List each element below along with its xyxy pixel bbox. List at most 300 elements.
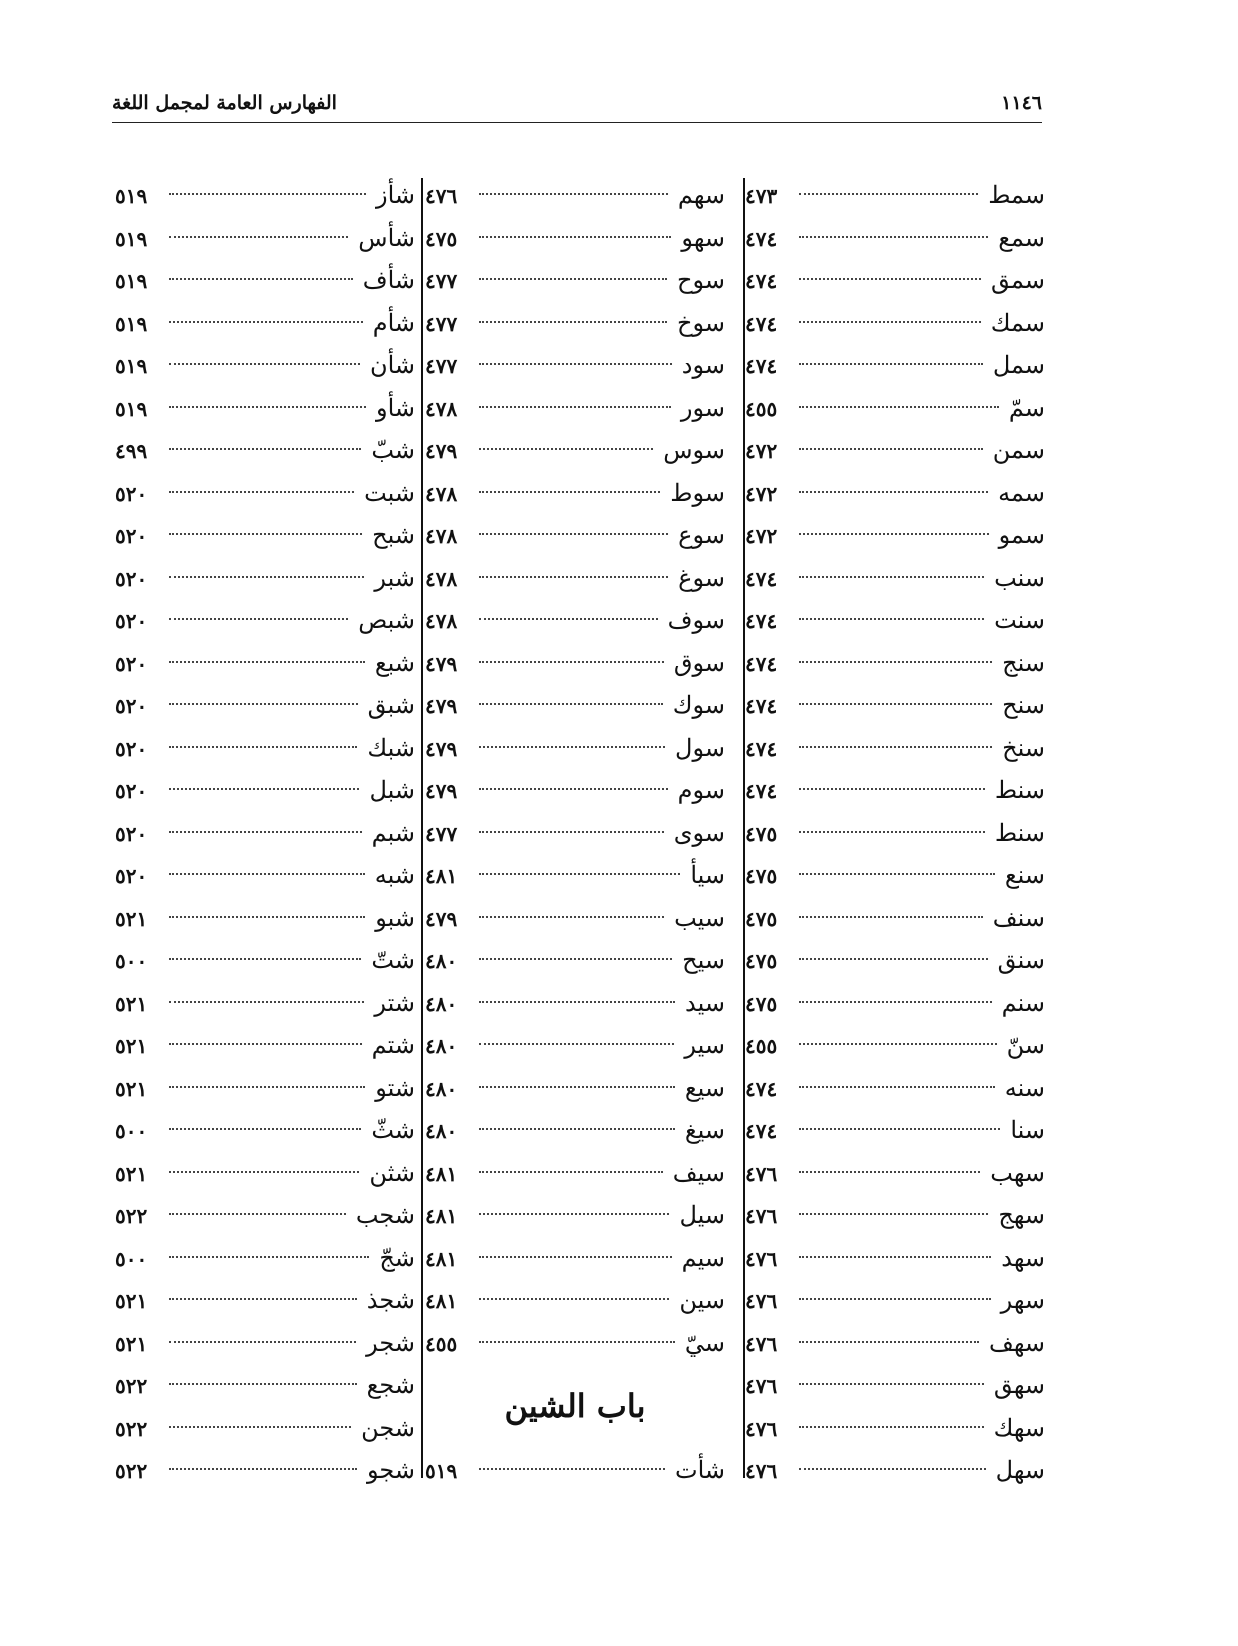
dot-leader bbox=[169, 278, 353, 280]
dot-leader bbox=[169, 1341, 356, 1343]
entry-word: شتّ bbox=[371, 946, 415, 974]
index-entry bbox=[115, 217, 415, 260]
dot-leader bbox=[169, 533, 362, 535]
entry-word: سهو bbox=[681, 223, 725, 252]
dot-leader bbox=[479, 873, 680, 875]
entry-word: سوغ bbox=[678, 563, 725, 592]
entry-page-number: ٤٧٧ bbox=[425, 269, 458, 293]
dot-leader bbox=[799, 958, 988, 960]
entry-page-number: ٤٧٩ bbox=[425, 694, 458, 718]
entry-word: سين bbox=[679, 1286, 725, 1314]
entry-word: سور bbox=[680, 393, 725, 422]
entry-word: شبح bbox=[372, 521, 415, 549]
section-heading: باب الشين bbox=[504, 1387, 646, 1425]
dot-leader bbox=[479, 618, 658, 620]
index-entry bbox=[425, 472, 725, 515]
dot-leader bbox=[169, 1128, 361, 1130]
entry-word: شأن bbox=[369, 351, 415, 379]
entry-page-number: ٤٧٦ bbox=[745, 1204, 778, 1228]
entry-word: شثّ bbox=[371, 1116, 415, 1144]
index-entry bbox=[745, 982, 1045, 1025]
dot-leader bbox=[479, 1256, 672, 1258]
index-entry bbox=[745, 684, 1045, 727]
entry-page-number: ٤٧٨ bbox=[425, 396, 458, 421]
index-entry bbox=[425, 812, 725, 855]
dot-leader bbox=[799, 1213, 988, 1215]
dot-leader bbox=[479, 703, 663, 705]
index-entry bbox=[115, 1407, 415, 1450]
index-entry bbox=[425, 769, 725, 812]
entry-page-number: ٥١٩ bbox=[115, 269, 148, 293]
index-entry bbox=[425, 514, 725, 557]
entry-page-number: ٤٧٤ bbox=[745, 1119, 778, 1143]
entry-word: سنج bbox=[1002, 648, 1045, 677]
index-entry bbox=[425, 982, 725, 1025]
entry-page-number: ٥٢٠ bbox=[115, 651, 148, 676]
entry-page-number: ٤٧٥ bbox=[745, 821, 778, 846]
index-entry bbox=[745, 642, 1045, 685]
dot-leader bbox=[799, 236, 988, 238]
entry-page-number: ٤٥٥ bbox=[745, 396, 778, 421]
entry-page-number: ٤٧٤ bbox=[745, 1076, 778, 1101]
entry-page-number: ٥٢٠ bbox=[115, 524, 148, 548]
entry-word: سمو bbox=[998, 521, 1045, 549]
index-entry bbox=[745, 1364, 1045, 1407]
entry-word: سنط bbox=[994, 776, 1045, 804]
index-entry bbox=[425, 1109, 725, 1152]
dot-leader bbox=[479, 533, 668, 535]
entry-page-number: ٥٢٠ bbox=[115, 864, 148, 888]
entry-word: شتو bbox=[375, 1073, 415, 1102]
entry-page-number: ٤٧٥ bbox=[745, 864, 778, 888]
dot-leader bbox=[479, 406, 671, 408]
index-entry bbox=[115, 982, 415, 1025]
entry-page-number: ٥٢١ bbox=[115, 906, 148, 931]
dot-leader bbox=[169, 491, 354, 493]
entry-page-number: ٤٧٥ bbox=[745, 906, 778, 931]
entry-page-number: ٤٨١ bbox=[425, 1289, 458, 1313]
dot-leader bbox=[799, 406, 999, 408]
index-entry bbox=[115, 472, 415, 515]
dot-leader bbox=[799, 1001, 992, 1003]
dot-leader bbox=[799, 1468, 986, 1470]
index-entry bbox=[115, 514, 415, 557]
index-entry bbox=[745, 472, 1045, 515]
entry-page-number: ٤٨٠ bbox=[425, 1034, 458, 1058]
entry-word: شثن bbox=[369, 1158, 415, 1187]
entry-word: شبع bbox=[374, 648, 415, 677]
entry-page-number: ٤٧٤ bbox=[745, 566, 778, 591]
entry-word: سمّ bbox=[1008, 393, 1045, 422]
index-entry bbox=[115, 429, 415, 472]
dot-leader bbox=[799, 448, 983, 450]
entry-page-number: ٥٢٢ bbox=[115, 1459, 148, 1483]
entry-word: سنع bbox=[1004, 861, 1045, 889]
entry-word: شأو bbox=[375, 393, 415, 422]
index-entry bbox=[115, 1024, 415, 1067]
entry-page-number: ٥١٩ bbox=[115, 354, 148, 378]
page-header bbox=[112, 88, 1042, 123]
dot-leader bbox=[799, 491, 988, 493]
entry-word: سمع bbox=[998, 223, 1045, 252]
entry-word: سنم bbox=[1001, 988, 1045, 1017]
index-entry bbox=[745, 174, 1045, 217]
index-entry bbox=[425, 1194, 725, 1237]
index-entry bbox=[425, 217, 725, 260]
index-entry bbox=[425, 302, 725, 345]
entry-page-number: ٤٧٩ bbox=[425, 779, 458, 803]
entry-page-number: ٤٧٩ bbox=[425, 736, 458, 761]
entry-page-number: ٤٧٤ bbox=[745, 354, 778, 378]
dot-leader bbox=[169, 873, 365, 875]
entry-page-number: ٤٧٤ bbox=[745, 736, 778, 761]
entry-word: سود bbox=[681, 351, 725, 379]
index-entry bbox=[115, 812, 415, 855]
entry-word: سمط bbox=[988, 181, 1045, 209]
entry-word: سيّ bbox=[684, 1328, 725, 1357]
entry-page-number: ٤٧٧ bbox=[425, 354, 458, 378]
dot-leader bbox=[169, 788, 359, 790]
dot-leader bbox=[169, 363, 360, 365]
entry-word: سهف bbox=[988, 1328, 1045, 1357]
entry-word: شأز bbox=[375, 181, 415, 209]
dot-leader bbox=[169, 1383, 357, 1385]
entry-word: شبص bbox=[358, 606, 415, 634]
entry-word: سنف bbox=[992, 903, 1045, 932]
index-entry bbox=[425, 1067, 725, 1110]
entry-page-number: ٤٧٧ bbox=[425, 311, 458, 336]
index-entry bbox=[425, 684, 725, 727]
entry-word: شجو bbox=[367, 1456, 415, 1484]
dot-leader bbox=[169, 1468, 357, 1470]
index-entry bbox=[115, 599, 415, 642]
dot-leader bbox=[799, 1128, 1000, 1130]
entry-word: شبو bbox=[375, 903, 415, 932]
entry-page-number: ٥٢٢ bbox=[115, 1204, 148, 1228]
entry-word: سيع bbox=[684, 1073, 725, 1102]
entry-word: شبق bbox=[367, 691, 415, 719]
index-entry bbox=[425, 1279, 725, 1322]
column-divider bbox=[421, 178, 423, 1478]
index-entry bbox=[115, 854, 415, 897]
dot-leader bbox=[799, 576, 984, 578]
dot-leader bbox=[799, 1383, 984, 1385]
entry-page-number: ٤٧٤ bbox=[745, 311, 778, 336]
entry-page-number: ٤٧٦ bbox=[745, 1246, 778, 1271]
index-entry bbox=[115, 302, 415, 345]
entry-word: سوم bbox=[677, 776, 725, 804]
entry-word: سمل bbox=[992, 351, 1045, 379]
dot-leader bbox=[799, 1341, 979, 1343]
entry-word: سيف bbox=[672, 1158, 725, 1187]
entry-word: سير bbox=[684, 1031, 725, 1059]
index-entry bbox=[425, 429, 725, 472]
entry-page-number: ٤٧٩ bbox=[425, 906, 458, 931]
entry-page-number: ٥٠٠ bbox=[115, 1119, 148, 1143]
dot-leader bbox=[479, 1086, 675, 1088]
entry-page-number: ٥٢٢ bbox=[115, 1374, 148, 1398]
index-entry bbox=[745, 1024, 1045, 1067]
entry-word: سيم bbox=[681, 1243, 725, 1272]
entry-word: شجّ bbox=[379, 1243, 415, 1272]
entry-word: سوس bbox=[663, 436, 725, 464]
dot-leader bbox=[169, 1426, 351, 1428]
dot-leader bbox=[479, 746, 665, 748]
entry-word: سيد bbox=[685, 988, 725, 1017]
dot-leader bbox=[799, 1298, 991, 1300]
entry-page-number: ٤٨٠ bbox=[425, 949, 458, 973]
dot-leader bbox=[169, 576, 364, 578]
index-column-1 bbox=[745, 174, 1045, 1492]
entry-word: شبّ bbox=[371, 436, 415, 464]
entry-page-number: ٥٢٠ bbox=[115, 736, 148, 761]
entry-word: سنب bbox=[994, 563, 1045, 592]
dot-leader bbox=[799, 533, 989, 535]
index-entry bbox=[745, 769, 1045, 812]
dot-leader bbox=[169, 746, 357, 748]
dot-leader bbox=[479, 661, 664, 663]
index-entry bbox=[745, 1152, 1045, 1195]
entry-word: شبر bbox=[374, 563, 415, 592]
dot-leader bbox=[479, 491, 660, 493]
index-entry bbox=[745, 599, 1045, 642]
entry-page-number: ٥١٩ bbox=[115, 184, 148, 208]
entry-page-number: ٤٧٩ bbox=[425, 439, 458, 463]
index-entry bbox=[115, 769, 415, 812]
index-entry bbox=[745, 387, 1045, 430]
entry-page-number: ٤٧٦ bbox=[745, 1374, 778, 1398]
entry-word: سنّ bbox=[1006, 1031, 1045, 1059]
dot-leader bbox=[799, 1043, 997, 1045]
index-entry bbox=[425, 599, 725, 642]
dot-leader bbox=[799, 618, 984, 620]
dot-leader bbox=[799, 1426, 984, 1428]
entry-page-number: ٤٧٦ bbox=[745, 1331, 778, 1356]
dot-leader bbox=[799, 278, 981, 280]
entry-page-number: ٥٢١ bbox=[115, 991, 148, 1016]
index-entry bbox=[425, 1449, 725, 1492]
entry-word: سهد bbox=[1001, 1243, 1045, 1272]
entry-page-number: ٤٧٤ bbox=[745, 779, 778, 803]
entry-page-number: ٤٨١ bbox=[425, 1161, 458, 1186]
entry-word: سهك bbox=[993, 1413, 1045, 1442]
entry-word: شجر bbox=[366, 1328, 415, 1357]
dot-leader bbox=[169, 1171, 359, 1173]
index-entry bbox=[425, 387, 725, 430]
dot-leader bbox=[479, 363, 672, 365]
dot-leader bbox=[169, 661, 365, 663]
index-entry bbox=[425, 642, 725, 685]
index-entry bbox=[745, 217, 1045, 260]
entry-page-number: ٤٧٨ bbox=[425, 524, 458, 548]
entry-word: شتر bbox=[374, 988, 415, 1017]
entry-word: سيغ bbox=[684, 1116, 725, 1144]
index-entry bbox=[425, 854, 725, 897]
entry-page-number: ٥٢١ bbox=[115, 1289, 148, 1313]
entry-page-number: ٤٧٢ bbox=[745, 439, 778, 463]
index-entry bbox=[745, 1109, 1045, 1152]
dot-leader bbox=[169, 1086, 365, 1088]
index-entry bbox=[745, 1194, 1045, 1237]
dot-leader bbox=[169, 1298, 357, 1300]
dot-leader bbox=[169, 703, 358, 705]
entry-word: سمق bbox=[991, 266, 1045, 294]
entry-word: شتم bbox=[371, 1031, 415, 1059]
entry-page-number: ٤٨١ bbox=[425, 864, 458, 888]
index-entry bbox=[745, 1279, 1045, 1322]
entry-word: سهب bbox=[990, 1158, 1045, 1187]
index-entry bbox=[115, 684, 415, 727]
entry-word: سول bbox=[675, 733, 725, 762]
entry-word: شبت bbox=[364, 478, 415, 507]
index-entry bbox=[745, 854, 1045, 897]
entry-word: شأف bbox=[362, 266, 415, 294]
entry-page-number: ٤٩٩ bbox=[115, 439, 148, 463]
entry-word: سوع bbox=[678, 521, 725, 549]
dot-leader bbox=[479, 1128, 675, 1130]
dot-leader bbox=[799, 661, 992, 663]
dot-leader bbox=[479, 236, 671, 238]
dot-leader bbox=[169, 1001, 364, 1003]
entry-page-number: ٥٢٠ bbox=[115, 821, 148, 846]
entry-word: سوى bbox=[673, 818, 725, 847]
entry-page-number: ٥٢٠ bbox=[115, 566, 148, 591]
dot-leader bbox=[169, 1213, 346, 1215]
dot-leader bbox=[479, 1341, 675, 1343]
entry-page-number: ٥٢٠ bbox=[115, 694, 148, 718]
entry-word: سوح bbox=[677, 266, 725, 294]
index-entry bbox=[115, 642, 415, 685]
index-entry bbox=[745, 259, 1045, 302]
entry-word: سهر bbox=[1000, 1286, 1045, 1314]
entry-word: سيأ bbox=[690, 861, 725, 889]
entry-word: سيب bbox=[674, 903, 725, 932]
page-number: ١١٤٦ bbox=[1001, 92, 1042, 114]
index-entry bbox=[425, 1322, 725, 1365]
dot-leader bbox=[799, 193, 978, 195]
dot-leader bbox=[799, 873, 995, 875]
entry-page-number: ٥١٩ bbox=[425, 1459, 458, 1483]
index-entry bbox=[745, 514, 1045, 557]
entry-page-number: ٤٨٠ bbox=[425, 1076, 458, 1101]
index-entry bbox=[115, 897, 415, 940]
entry-word: شأم bbox=[372, 308, 415, 337]
index-entry bbox=[425, 939, 725, 982]
dot-leader bbox=[169, 831, 362, 833]
index-entry bbox=[745, 1322, 1045, 1365]
entry-page-number: ٤٧٢ bbox=[745, 481, 778, 506]
index-entry bbox=[745, 939, 1045, 982]
entry-word: شبه bbox=[374, 861, 415, 889]
entry-page-number: ٥٢١ bbox=[115, 1076, 148, 1101]
dot-leader bbox=[799, 831, 985, 833]
entry-page-number: ٤٧٤ bbox=[745, 651, 778, 676]
entry-word: شبك bbox=[367, 733, 415, 762]
entry-page-number: ٤٧٧ bbox=[425, 821, 458, 846]
entry-page-number: ٥٢١ bbox=[115, 1161, 148, 1186]
dot-leader bbox=[799, 746, 992, 748]
index-entry bbox=[115, 1237, 415, 1280]
entry-word: شأس bbox=[358, 223, 415, 252]
entry-page-number: ٤٥٥ bbox=[425, 1331, 458, 1356]
dot-leader bbox=[479, 576, 668, 578]
entry-page-number: ٤٨١ bbox=[425, 1204, 458, 1228]
entry-page-number: ٤٧٦ bbox=[745, 1459, 778, 1483]
entry-page-number: ٥٢١ bbox=[115, 1034, 148, 1058]
index-entry bbox=[745, 1237, 1045, 1280]
dot-leader bbox=[799, 363, 983, 365]
index-entry bbox=[425, 259, 725, 302]
entry-page-number: ٤٧٩ bbox=[425, 651, 458, 676]
dot-leader bbox=[799, 1171, 980, 1173]
entry-word: سيح bbox=[682, 946, 725, 974]
entry-page-number: ٤٧٢ bbox=[745, 524, 778, 548]
entry-word: شجب bbox=[355, 1201, 415, 1229]
index-entry bbox=[115, 387, 415, 430]
entry-word: سمك bbox=[990, 308, 1045, 337]
entry-word: شجن bbox=[361, 1413, 415, 1442]
entry-word: سمن bbox=[992, 436, 1045, 464]
entry-word: سهم bbox=[677, 181, 725, 209]
index-entry bbox=[425, 557, 725, 600]
entry-page-number: ٤٨١ bbox=[425, 1246, 458, 1271]
index-entry bbox=[745, 344, 1045, 387]
entry-word: سوف bbox=[667, 606, 725, 634]
dot-leader bbox=[479, 1043, 674, 1045]
dot-leader bbox=[479, 448, 653, 450]
entry-page-number: ٤٧٦ bbox=[425, 184, 458, 208]
dot-leader bbox=[479, 831, 664, 833]
index-entry bbox=[745, 812, 1045, 855]
index-entry bbox=[115, 1449, 415, 1492]
index-entry bbox=[115, 1279, 415, 1322]
dot-leader bbox=[479, 1001, 675, 1003]
entry-page-number: ٤٧٤ bbox=[745, 269, 778, 293]
index-entry bbox=[425, 1024, 725, 1067]
entry-word: سهج bbox=[998, 1201, 1045, 1229]
dot-leader bbox=[479, 193, 668, 195]
entry-page-number: ٤٧٨ bbox=[425, 609, 458, 633]
index-entry bbox=[425, 727, 725, 770]
entry-page-number: ٥٢٢ bbox=[115, 1416, 148, 1441]
dot-leader bbox=[169, 618, 348, 620]
dot-leader bbox=[169, 1043, 362, 1045]
running-title: الفهارس العامة لمجمل اللغة bbox=[112, 92, 337, 114]
dot-leader bbox=[479, 1171, 663, 1173]
entry-page-number: ٥٢١ bbox=[115, 1331, 148, 1356]
index-entry bbox=[425, 344, 725, 387]
entry-page-number: ٥٢٠ bbox=[115, 779, 148, 803]
entry-word: سنا bbox=[1010, 1116, 1045, 1144]
entry-page-number: ٤٧٦ bbox=[745, 1289, 778, 1313]
index-entry bbox=[115, 1109, 415, 1152]
entry-word: سوخ bbox=[677, 308, 725, 337]
entry-page-number: ٤٧٤ bbox=[745, 609, 778, 633]
dot-leader bbox=[799, 703, 992, 705]
index-entry bbox=[115, 344, 415, 387]
entry-page-number: ٤٧٥ bbox=[425, 226, 458, 251]
entry-word: سنخ bbox=[1002, 733, 1045, 762]
entry-page-number: ٤٧٤ bbox=[745, 226, 778, 251]
dot-leader bbox=[479, 1298, 669, 1300]
entry-page-number: ٤٥٥ bbox=[745, 1034, 778, 1058]
dot-leader bbox=[169, 1256, 369, 1258]
index-entry bbox=[745, 1407, 1045, 1450]
entry-page-number: ٤٨٠ bbox=[425, 991, 458, 1016]
index-entry bbox=[115, 1322, 415, 1365]
entry-word: سنت bbox=[994, 606, 1045, 634]
entry-word: سنق bbox=[997, 946, 1045, 974]
